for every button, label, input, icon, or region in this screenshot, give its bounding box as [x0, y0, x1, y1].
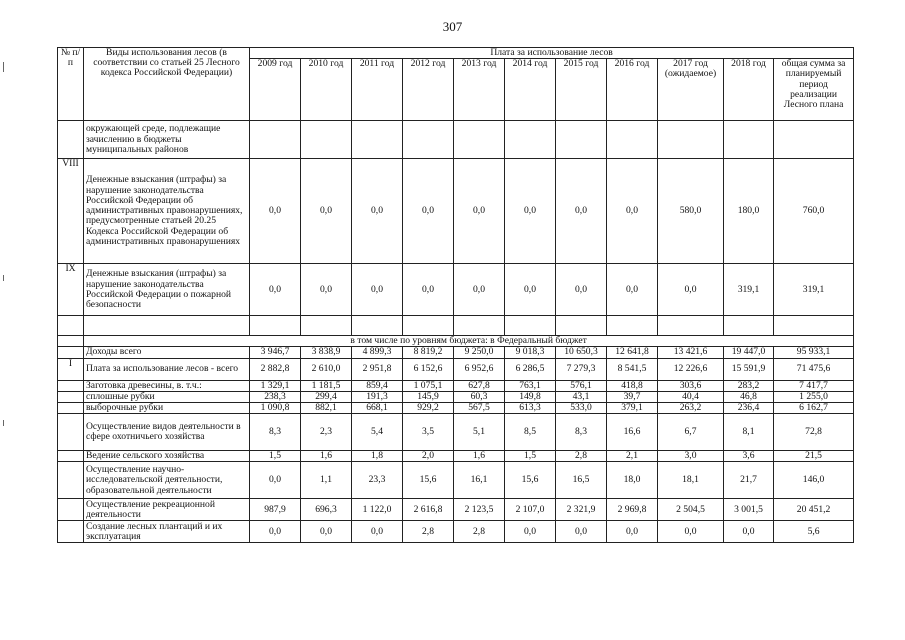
value-cell: 299,4 [301, 391, 352, 402]
value-cell: 9 018,3 [505, 347, 556, 358]
row-label: сплошные рубки [84, 391, 250, 402]
value-cell: 60,3 [454, 391, 505, 402]
table-row [58, 264, 854, 316]
value-cell: 39,7 [607, 391, 658, 402]
value-cell: 71 475,6 [774, 358, 854, 380]
value-cell: 0,0 [301, 159, 352, 264]
value-cell: 319,1 [724, 264, 774, 316]
row-number [58, 380, 84, 391]
value-cell: 3,5 [403, 414, 454, 451]
header-fee: Плата за использование лесов [250, 48, 854, 59]
value-cell: 929,2 [403, 403, 454, 414]
header-year: 2016 год [607, 59, 658, 121]
row-label: окружающей среде, подлежащие зачислению в бюджеты муниципальных районов [84, 121, 250, 159]
value-cell: 0,0 [352, 264, 403, 316]
value-cell [505, 316, 556, 336]
value-cell: 0,0 [301, 264, 352, 316]
value-cell [774, 316, 854, 336]
header-kinds: Виды использования лесов (в соответствии со статьей 25 Лесного кодекса Российской Федерации) [84, 48, 250, 121]
forest-use-fee-table [57, 47, 854, 543]
row-number [58, 347, 84, 358]
table-row [58, 159, 854, 264]
value-cell: 2 610,0 [301, 358, 352, 380]
value-cell: 3 838,9 [301, 347, 352, 358]
table-row [58, 462, 854, 499]
row-label: Осуществление рекреационной деятельности [84, 499, 250, 521]
value-cell [658, 121, 724, 159]
value-cell: 18,0 [607, 462, 658, 499]
value-cell: 0,0 [505, 521, 556, 543]
value-cell: 379,1 [607, 403, 658, 414]
value-cell: 668,1 [352, 403, 403, 414]
value-cell: 2,3 [301, 414, 352, 451]
row-number [58, 391, 84, 402]
row-number [58, 414, 84, 451]
value-cell: 7 279,3 [556, 358, 607, 380]
value-cell [352, 316, 403, 336]
value-cell: 16,5 [556, 462, 607, 499]
value-cell [403, 121, 454, 159]
value-cell: 0,0 [658, 521, 724, 543]
value-cell: 0,0 [403, 264, 454, 316]
value-cell [607, 121, 658, 159]
header-year: 2015 год [556, 59, 607, 121]
value-cell: 2,8 [403, 521, 454, 543]
value-cell: 146,0 [774, 462, 854, 499]
value-cell: 2 321,9 [556, 499, 607, 521]
value-cell: 23,3 [352, 462, 403, 499]
value-cell: 859,4 [352, 380, 403, 391]
value-cell [724, 121, 774, 159]
value-cell: 533,0 [556, 403, 607, 414]
row-number: VIII [58, 159, 84, 264]
value-cell: 3 946,7 [250, 347, 301, 358]
value-cell: 0,0 [556, 264, 607, 316]
value-cell: 0,0 [607, 521, 658, 543]
value-cell: 0,0 [250, 264, 301, 316]
value-cell: 1 090,8 [250, 403, 301, 414]
row-number [58, 121, 84, 159]
value-cell: 1,5 [505, 451, 556, 462]
row-label: Осуществление научно-исследовательской деятельности, образовательной деятельности [84, 462, 250, 499]
value-cell: 319,1 [774, 264, 854, 316]
value-cell: 16,1 [454, 462, 505, 499]
header-year: 2014 год [505, 59, 556, 121]
value-cell [724, 316, 774, 336]
value-cell: 1 181,5 [301, 380, 352, 391]
value-cell: 5,4 [352, 414, 403, 451]
value-cell: 0,0 [352, 159, 403, 264]
value-cell: 9 250,0 [454, 347, 505, 358]
value-cell: 2 123,5 [454, 499, 505, 521]
row-label [84, 316, 250, 336]
value-cell: 2 882,8 [250, 358, 301, 380]
value-cell: 191,3 [352, 391, 403, 402]
value-cell: 0,0 [607, 264, 658, 316]
value-cell: 7 417,7 [774, 380, 854, 391]
value-cell: 145,9 [403, 391, 454, 402]
value-cell: 1,6 [301, 451, 352, 462]
row-label: Доходы всего [84, 347, 250, 358]
table-row [58, 414, 854, 451]
row-label: Ведение сельского хозяйства [84, 451, 250, 462]
value-cell [556, 316, 607, 336]
value-cell [250, 316, 301, 336]
value-cell: 40,4 [658, 391, 724, 402]
row-number [58, 462, 84, 499]
value-cell: 2,0 [403, 451, 454, 462]
value-cell [403, 316, 454, 336]
row-number [58, 403, 84, 414]
row-number [58, 451, 84, 462]
value-cell: 1,1 [301, 462, 352, 499]
value-cell: 95 933,1 [774, 347, 854, 358]
row-number [58, 499, 84, 521]
section-num-cell [58, 336, 84, 347]
value-cell: 1 329,1 [250, 380, 301, 391]
value-cell: 0,0 [301, 521, 352, 543]
value-cell: 0,0 [556, 159, 607, 264]
page-number: 307 [442, 19, 463, 34]
value-cell: 987,9 [250, 499, 301, 521]
value-cell [556, 121, 607, 159]
value-cell: 576,1 [556, 380, 607, 391]
value-cell [454, 316, 505, 336]
row-label: Денежные взыскания (штрафы) за нарушение законодательства Российской Федерации об административных правонарушениях, предусмотренные статьей 20.25 Кодекса Российской Федерации об административных правонарушениях [84, 159, 250, 264]
value-cell: 8 819,2 [403, 347, 454, 358]
value-cell: 236,4 [724, 403, 774, 414]
value-cell: 8,3 [556, 414, 607, 451]
value-cell: 613,3 [505, 403, 556, 414]
value-cell: 2 951,8 [352, 358, 403, 380]
value-cell: 6 952,6 [454, 358, 505, 380]
header-year: 2009 год [250, 59, 301, 121]
value-cell: 0,0 [607, 159, 658, 264]
value-cell: 3,6 [724, 451, 774, 462]
table-row [58, 391, 854, 402]
value-cell: 4 899,3 [352, 347, 403, 358]
value-cell: 1,8 [352, 451, 403, 462]
value-cell: 2 107,0 [505, 499, 556, 521]
header-year: общая сумма за планируемый период реализации Лесного плана [774, 59, 854, 121]
value-cell: 149,8 [505, 391, 556, 402]
header-year: 2010 год [301, 59, 352, 121]
value-cell: 1 122,0 [352, 499, 403, 521]
row-number [58, 521, 84, 543]
value-cell: 0,0 [724, 521, 774, 543]
header-year: 2017 год (ожидаемое) [658, 59, 724, 121]
value-cell: 19 447,0 [724, 347, 774, 358]
margin-mark [3, 420, 4, 426]
row-number [58, 316, 84, 336]
value-cell: 0,0 [250, 462, 301, 499]
table-row [58, 316, 854, 336]
value-cell: 43,1 [556, 391, 607, 402]
value-cell: 0,0 [658, 264, 724, 316]
value-cell: 763,1 [505, 380, 556, 391]
value-cell: 2,8 [556, 451, 607, 462]
row-label: Создание лесных плантаций и их эксплуатация [84, 521, 250, 543]
value-cell [352, 121, 403, 159]
value-cell: 18,1 [658, 462, 724, 499]
value-cell [301, 316, 352, 336]
value-cell: 13 421,6 [658, 347, 724, 358]
value-cell: 46,8 [724, 391, 774, 402]
value-cell: 2 969,8 [607, 499, 658, 521]
value-cell: 627,8 [454, 380, 505, 391]
value-cell: 12 226,6 [658, 358, 724, 380]
value-cell [454, 121, 505, 159]
value-cell: 0,0 [352, 521, 403, 543]
value-cell: 6,7 [658, 414, 724, 451]
value-cell: 1 255,0 [774, 391, 854, 402]
value-cell: 580,0 [658, 159, 724, 264]
value-cell: 5,1 [454, 414, 505, 451]
table-row [58, 380, 854, 391]
value-cell: 0,0 [505, 264, 556, 316]
row-label: Денежные взыскания (штрафы) за нарушение законодательства Российской Федерации о пожарной безопасности [84, 264, 250, 316]
value-cell [505, 121, 556, 159]
value-cell: 2 504,5 [658, 499, 724, 521]
header-year: 2011 год [352, 59, 403, 121]
row-number: I [58, 358, 84, 380]
value-cell: 21,5 [774, 451, 854, 462]
value-cell: 3,0 [658, 451, 724, 462]
value-cell: 696,3 [301, 499, 352, 521]
value-cell: 283,2 [724, 380, 774, 391]
value-cell: 6 152,6 [403, 358, 454, 380]
value-cell: 882,1 [301, 403, 352, 414]
value-cell: 180,0 [724, 159, 774, 264]
header-year: 2012 год [403, 59, 454, 121]
row-label: выборочные рубки [84, 403, 250, 414]
value-cell: 15,6 [505, 462, 556, 499]
value-cell: 2 616,8 [403, 499, 454, 521]
table-row [58, 499, 854, 521]
value-cell: 16,6 [607, 414, 658, 451]
section-title: в том числе по уровням бюджета: в Федеральный бюджет [84, 336, 854, 347]
margin-mark [3, 275, 4, 281]
value-cell: 2,1 [607, 451, 658, 462]
header-num: № п/п [58, 48, 84, 121]
value-cell: 8,1 [724, 414, 774, 451]
value-cell: 1,5 [250, 451, 301, 462]
value-cell: 0,0 [250, 159, 301, 264]
value-cell: 8,3 [250, 414, 301, 451]
header-year: 2013 год [454, 59, 505, 121]
table-row [58, 358, 854, 380]
table-row [58, 521, 854, 543]
value-cell [658, 316, 724, 336]
value-cell: 15 591,9 [724, 358, 774, 380]
value-cell: 567,5 [454, 403, 505, 414]
value-cell: 760,0 [774, 159, 854, 264]
value-cell: 72,8 [774, 414, 854, 451]
value-cell: 3 001,5 [724, 499, 774, 521]
row-number: IX [58, 264, 84, 316]
value-cell: 0,0 [454, 264, 505, 316]
value-cell: 303,6 [658, 380, 724, 391]
value-cell: 8 541,5 [607, 358, 658, 380]
row-label: Плата за использование лесов - всего [84, 358, 250, 380]
value-cell: 21,7 [724, 462, 774, 499]
value-cell [250, 121, 301, 159]
value-cell: 418,8 [607, 380, 658, 391]
value-cell: 0,0 [454, 159, 505, 264]
table-row [58, 347, 854, 358]
value-cell: 1 075,1 [403, 380, 454, 391]
value-cell: 6 162,7 [774, 403, 854, 414]
header-year: 2018 год [724, 59, 774, 121]
value-cell: 5,6 [774, 521, 854, 543]
value-cell: 20 451,2 [774, 499, 854, 521]
value-cell: 0,0 [250, 521, 301, 543]
table-row [58, 121, 854, 159]
table-row [58, 403, 854, 414]
value-cell [607, 316, 658, 336]
value-cell: 2,8 [454, 521, 505, 543]
value-cell: 15,6 [403, 462, 454, 499]
value-cell: 0,0 [403, 159, 454, 264]
margin-mark [3, 62, 4, 72]
value-cell: 263,2 [658, 403, 724, 414]
value-cell [301, 121, 352, 159]
value-cell: 0,0 [556, 521, 607, 543]
value-cell: 0,0 [505, 159, 556, 264]
value-cell: 1,6 [454, 451, 505, 462]
row-label: Заготовка древесины, в. т.ч.: [84, 380, 250, 391]
value-cell: 10 650,3 [556, 347, 607, 358]
value-cell: 12 641,8 [607, 347, 658, 358]
row-label: Осуществление видов деятельности в сфере охотничьего хозяйства [84, 414, 250, 451]
value-cell [774, 121, 854, 159]
value-cell: 238,3 [250, 391, 301, 402]
value-cell: 8,5 [505, 414, 556, 451]
value-cell: 6 286,5 [505, 358, 556, 380]
table-row [58, 451, 854, 462]
section-row [58, 336, 854, 347]
